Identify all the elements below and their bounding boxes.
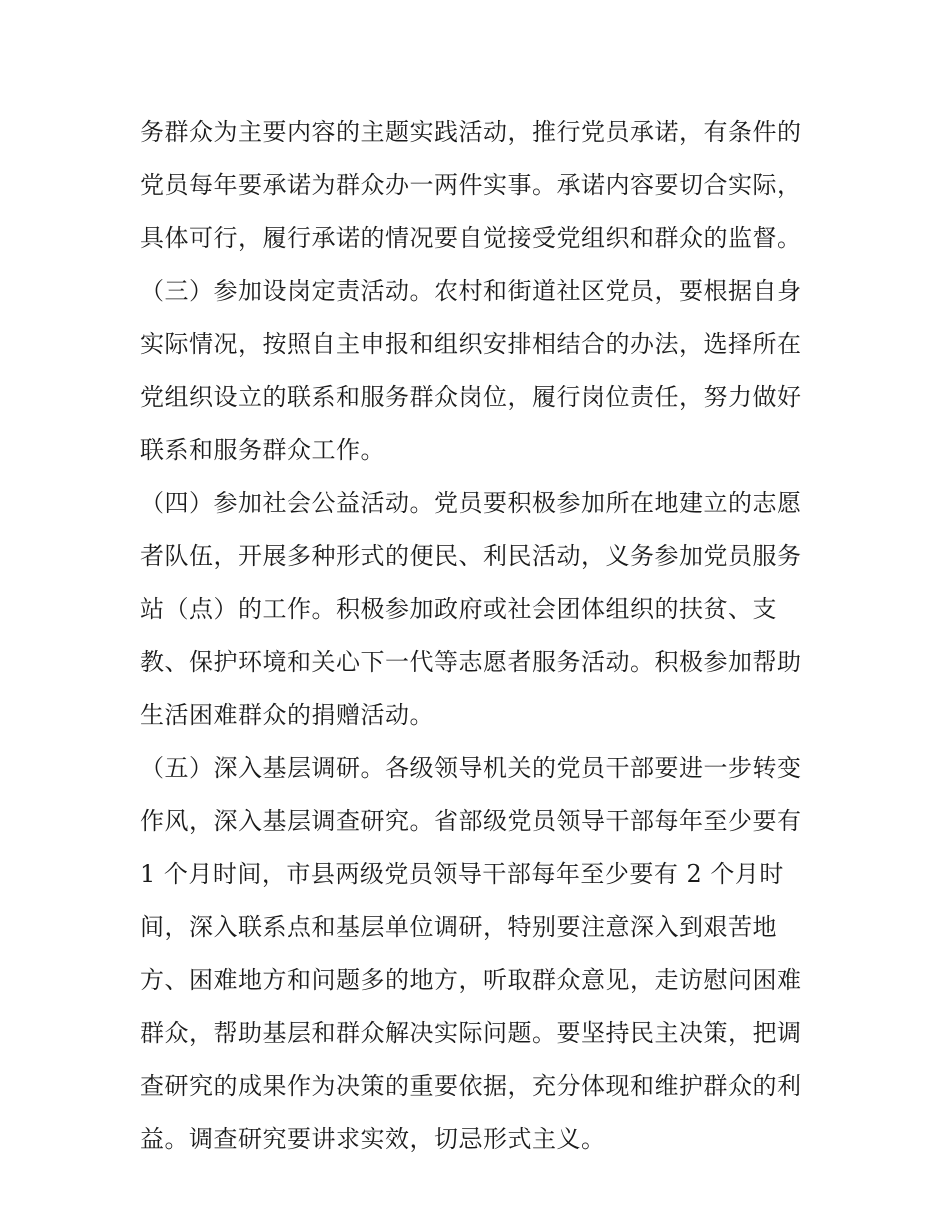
text-line: 党组织设立的联系和服务群众岗位，履行岗位责任，努力做好 — [140, 383, 802, 411]
text-line: 查研究的成果作为决策的重要依据，充分体现和维护群众的利 — [140, 1072, 802, 1100]
section-heading-line: （四）参加社会公益活动。党员要积极参加所在地建立的志愿 — [140, 489, 802, 517]
text-line: 生活困难群众的捐赠活动。 — [140, 701, 434, 729]
text-line: 方、困难地方和问题多的地方，听取群众意见，走访慰问困难 — [140, 966, 802, 994]
section-heading-line: （三）参加设岗定责活动。农村和街道社区党员，要根据自身 — [140, 277, 802, 305]
text-line: 益。调查研究要讲求实效，切忌形式主义。 — [140, 1125, 606, 1153]
document-body — [140, 106, 830, 1166]
text-line: 教、保护环境和关心下一代等志愿者服务活动。积极参加帮助 — [140, 648, 802, 676]
text-line: 间，深入联系点和基层单位调研，特别要注意深入到艰苦地 — [140, 913, 777, 941]
text-line: 联系和服务群众工作。 — [140, 436, 385, 464]
text-line: 者队伍，开展多种形式的便民、利民活动，义务参加党员服务 — [140, 542, 802, 570]
text-line: 实际情况，按照自主申报和组织安排相结合的办法，选择所在 — [140, 330, 802, 358]
text-line: 党员每年要承诺为群众办一两件实事。承诺内容要切合实际， — [140, 171, 802, 199]
section-heading-line: （五）深入基层调研。各级领导机关的党员干部要进一步转变 — [140, 754, 802, 782]
text-line: 站（点）的工作。积极参加政府或社会团体组织的扶贫、支 — [140, 595, 777, 623]
text-line: 作风，深入基层调查研究。省部级党员领导干部每年至少要有 — [140, 807, 802, 835]
text-line: 具体可行，履行承诺的情况要自觉接受党组织和群众的监督。 — [140, 224, 802, 252]
text-line: 务群众为主要内容的主题实践活动，推行党员承诺，有条件的 — [140, 118, 802, 146]
text-line: 群众，帮助基层和群众解决实际问题。要坚持民主决策，把调 — [140, 1019, 802, 1047]
text-line: 1 个月时间，市县两级党员领导干部每年至少要有 2 个月时 — [140, 860, 784, 888]
